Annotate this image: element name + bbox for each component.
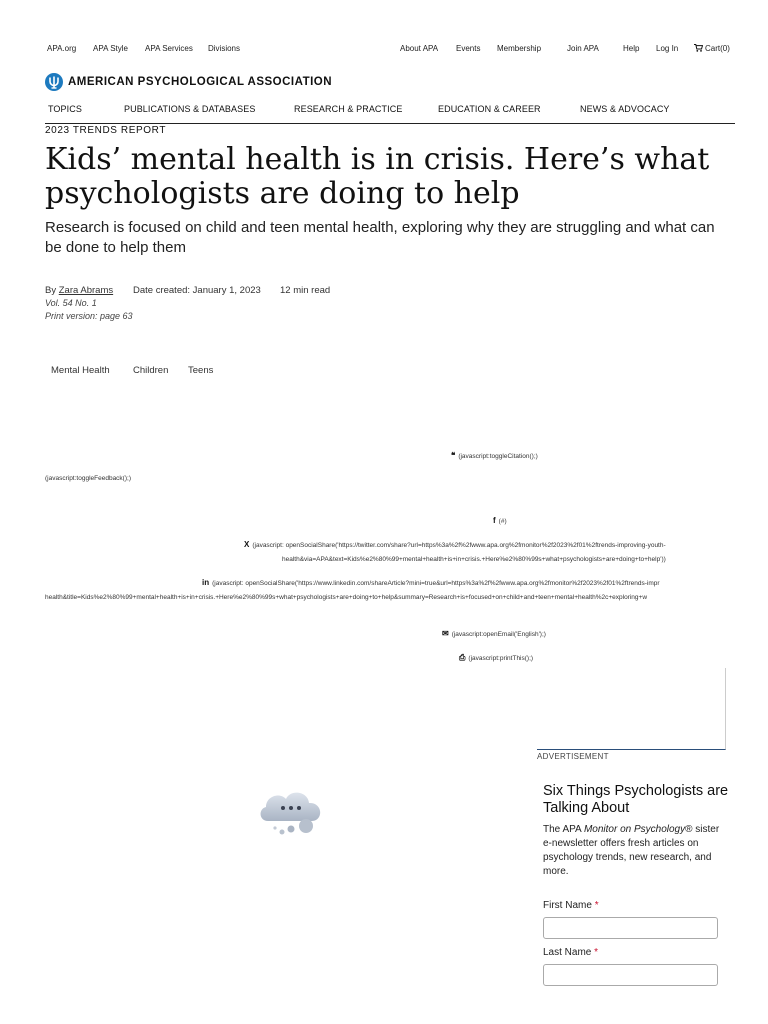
linkedin-icon: in [202, 578, 210, 587]
newsletter-desc-prefix: The APA [543, 824, 584, 835]
twitter-link-text-2: health&via=APA&text=Kids%e2%80%99+mental+health+is+in+crisis.+Here%e2%80%99s+what+psychologists+are+doing+to+help')) [282, 556, 666, 563]
print-link[interactable] [459, 653, 533, 663]
facebook-share-link[interactable] [493, 516, 507, 525]
last-name-label-text: Last Name [543, 947, 592, 958]
nav-publications-databases[interactable]: PUBLICATIONS & DATABASES [124, 104, 256, 114]
util-link-membership[interactable]: Membership [497, 44, 542, 53]
tag-teens[interactable]: Teens [188, 365, 214, 376]
read-time: 12 min read [280, 285, 331, 296]
util-link-apa-services[interactable]: APA Services [145, 44, 193, 53]
newsletter-desc-publication: Monitor on Psychology [583, 824, 686, 835]
email-icon: ✉ [442, 629, 449, 638]
volume-info: Vol. 54 No. 1 [45, 298, 97, 308]
util-link-about-apa[interactable]: About APA [400, 44, 439, 53]
brand-name[interactable]: AMERICAN PSYCHOLOGICAL ASSOCIATION [68, 76, 333, 88]
cart-link[interactable] [694, 44, 730, 53]
article-title: Kids’ mental health is in crisis. Here’s what psychologists are doing to help [45, 142, 710, 211]
quote-icon: ❝ [451, 451, 456, 460]
cloud-loading-icon [254, 783, 330, 839]
last-name-input[interactable] [543, 964, 718, 986]
citation-link-text: (javascript:toggleCitation();) [458, 453, 538, 460]
citation-link[interactable] [451, 451, 538, 460]
byline [45, 285, 113, 296]
util-link-apa-style[interactable]: APA Style [93, 44, 128, 53]
nav-research-practice[interactable]: RESEARCH & PRACTICE [294, 104, 403, 114]
first-name-label-text: First Name [543, 900, 592, 911]
apa-logo-icon[interactable] [45, 73, 63, 91]
nav-divider [45, 123, 735, 124]
util-link-join-apa[interactable]: Join APA [567, 44, 599, 53]
byline-prefix: By [45, 285, 57, 296]
twitter-link-text: (javascript: openSocialShare('https://twitter.com/share?url=https%3a%2f%2fwww.apa.org%2fmonitor%2f2023%2f01%2ftrends-improving-youth- [252, 542, 666, 549]
email-share-link[interactable] [442, 629, 546, 638]
first-name-input[interactable] [543, 917, 718, 939]
linkedin-link-text-2: health&title=Kids%e2%80%99+mental+health+is+in+crisis.+Here%e2%80%99s+what+psychologists+are+doing+to+help&summary=Research+is+focused+on+child+and+teen+mental+health%2c+exploring+w [45, 594, 648, 601]
nav-news-advocacy[interactable]: NEWS & ADVOCACY [580, 104, 670, 114]
x-twitter-icon: X [244, 540, 250, 549]
print-icon: ⎙ [459, 653, 466, 662]
util-link-events[interactable]: Events [456, 44, 481, 53]
util-link-log-in[interactable]: Log In [656, 44, 679, 53]
facebook-link-text: (#) [498, 518, 507, 525]
first-name-label [543, 900, 599, 911]
print-version: Print version: page 63 [45, 311, 133, 321]
linkedin-share-link[interactable] [202, 578, 722, 587]
advertisement-slot[interactable] [537, 668, 726, 750]
util-link-help[interactable]: Help [623, 44, 640, 53]
util-link-divisions[interactable]: Divisions [208, 44, 241, 53]
util-link-apa-org[interactable]: APA.org [47, 44, 77, 53]
newsletter-title: Six Things Psychologists are Talking About [543, 783, 729, 816]
cart-icon [694, 44, 703, 52]
required-mark: * [594, 947, 599, 958]
print-link-text: (javascript:printThis();) [468, 655, 534, 662]
required-mark: * [594, 900, 599, 911]
twitter-share-link[interactable] [244, 540, 724, 549]
tag-mental-health[interactable]: Mental Health [51, 365, 110, 376]
newsletter-description [543, 823, 723, 879]
advertisement-label: ADVERTISEMENT [537, 752, 609, 761]
article-subtitle: Research is focused on child and teen mental health, exploring why they are struggling and what can be done to help them [45, 219, 715, 256]
nav-education-career[interactable]: EDUCATION & CAREER [438, 104, 541, 114]
facebook-icon: f [493, 516, 496, 525]
newsletter-desc-suffix: ® sister e-newsletter offers fresh articles on psychology trends, new research, and more. [543, 824, 720, 877]
linkedin-link-text: (javascript: openSocialShare('https://www.linkedin.com/shareArticle?mini=true&url=https%3a%2f%2fwww.apa.org%2fmonitor%2f2023%2f01%2ftrends-impr [212, 580, 660, 587]
nav-topics[interactable]: TOPICS [48, 104, 82, 114]
email-link-text: (javascript:openEmail('English');) [451, 631, 546, 638]
last-name-label [543, 947, 598, 958]
feedback-link[interactable]: (javascript:toggleFeedback();) [45, 475, 131, 482]
author-link[interactable]: Zara Abrams [58, 285, 114, 296]
tag-children[interactable]: Children [133, 365, 169, 376]
cart-label: Cart(0) [705, 44, 730, 53]
article-kicker: 2023 TRENDS REPORT [45, 125, 167, 136]
date-created: Date created: January 1, 2023 [133, 285, 261, 296]
